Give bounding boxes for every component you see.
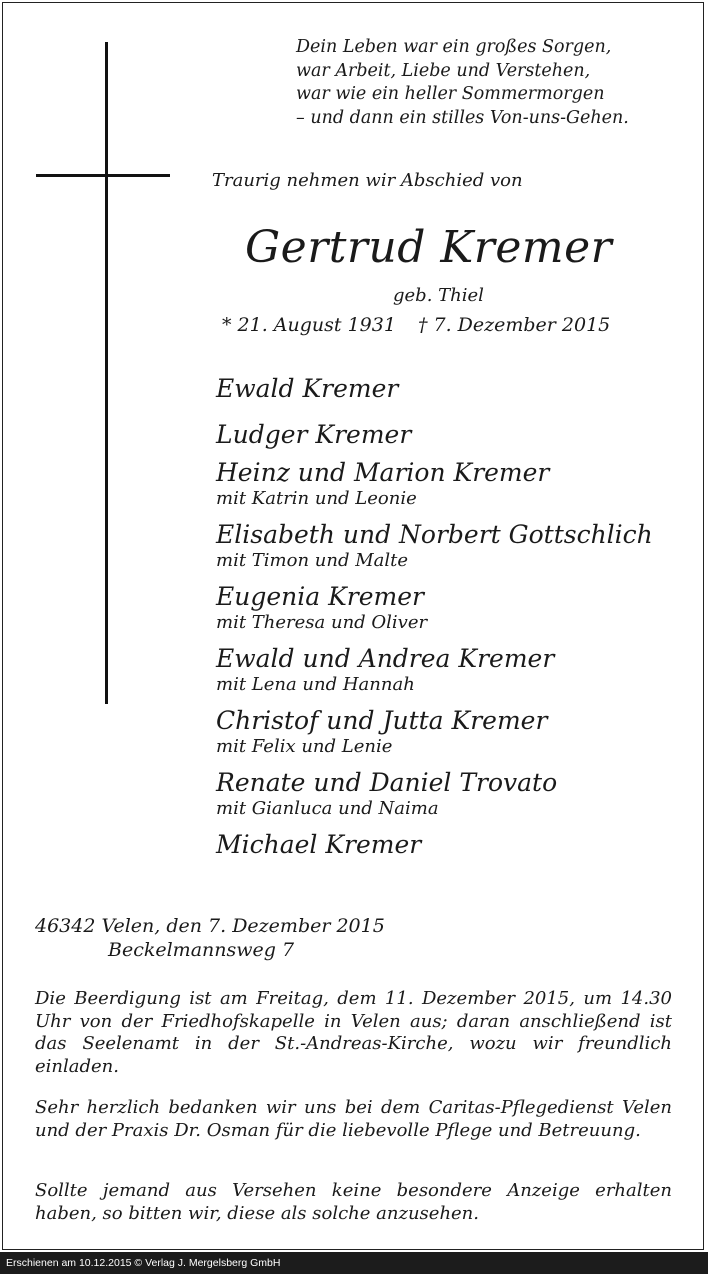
mourner-children: mit Gianluca und Naima (216, 798, 439, 819)
birth-date: * 21. August 1931 (222, 314, 396, 336)
notice-paragraph: Sollte jemand aus Versehen keine besondere Anzeige erhalten haben, so bitten wir, diese als solche anzusehen. (35, 1180, 672, 1224)
mourner-entry (216, 374, 653, 404)
street-address: Beckelmannsweg 7 (108, 939, 295, 961)
mourner-entry (216, 644, 653, 696)
mourner-entry (216, 520, 653, 572)
poem-line: Dein Leben war ein großes Sorgen, (296, 37, 612, 57)
deceased-name: Gertrud Kremer (245, 222, 613, 273)
place-date: 46342 Velen, den 7. Dezember 2015 (35, 915, 385, 937)
poem-line: war Arbeit, Liebe und Verstehen, (296, 60, 591, 81)
poem-line: war wie ein heller Sommermorgen (296, 84, 605, 104)
cross-horizontal-bar (36, 174, 170, 177)
mourner-name: Ludger Kremer (216, 420, 412, 449)
mourner-children: mit Theresa und Oliver (216, 612, 428, 633)
mourner-name: Eugenia Kremer (216, 582, 424, 611)
mourner-name: Christof und Jutta Kremer (216, 706, 548, 735)
mourner-entry (216, 706, 653, 758)
publication-footer: Erschienen am 10.12.2015 © Verlag J. Mergelsberg GmbH (0, 1252, 708, 1274)
poem (296, 36, 629, 130)
maiden-name: geb. Thiel (393, 285, 484, 306)
mourner-entry (216, 458, 653, 510)
mourner-name: Heinz und Marion Kremer (216, 458, 550, 487)
mourner-name: Elisabeth und Norbert Gottschlich (216, 520, 653, 549)
poem-line: – und dann ein stilles Von-uns-Gehen. (296, 107, 629, 128)
mourner-name: Ewald Kremer (216, 374, 399, 403)
mourner-entry (216, 768, 653, 820)
mourner-name: Michael Kremer (216, 830, 422, 859)
mourners-list (216, 374, 653, 872)
funeral-paragraph: Die Beerdigung ist am Freitag, dem 11. Dezember 2015, um 14.30 Uhr von der Friedhofskapelle in Velen aus; daran anschließend ist das Seelenamt in der St.-Andreas-Kirche, wozu wir freundlich einladen. (35, 988, 672, 1077)
intro-text: Traurig nehmen wir Abschied von (212, 170, 523, 191)
mourner-name: Renate und Daniel Trovato (216, 768, 558, 797)
mourner-entry (216, 420, 653, 450)
life-dates (222, 314, 610, 336)
death-date: † 7. Dezember 2015 (417, 314, 611, 336)
mourner-entry (216, 582, 653, 634)
mourner-children: mit Lena und Hannah (216, 674, 415, 695)
thanks-paragraph: Sehr herzlich bedanken wir uns bei dem Caritas-Pflegedienst Velen und der Praxis Dr. Osman für die liebevolle Pflege und Betreuung. (35, 1097, 672, 1141)
mourner-children: mit Timon und Malte (216, 550, 408, 571)
mourner-children: mit Katrin und Leonie (216, 488, 417, 509)
mourner-children: mit Felix und Lenie (216, 736, 393, 757)
address-block (35, 914, 385, 962)
mourner-name: Ewald und Andrea Kremer (216, 644, 555, 673)
cross-vertical-bar (105, 42, 108, 704)
mourner-entry (216, 830, 653, 860)
